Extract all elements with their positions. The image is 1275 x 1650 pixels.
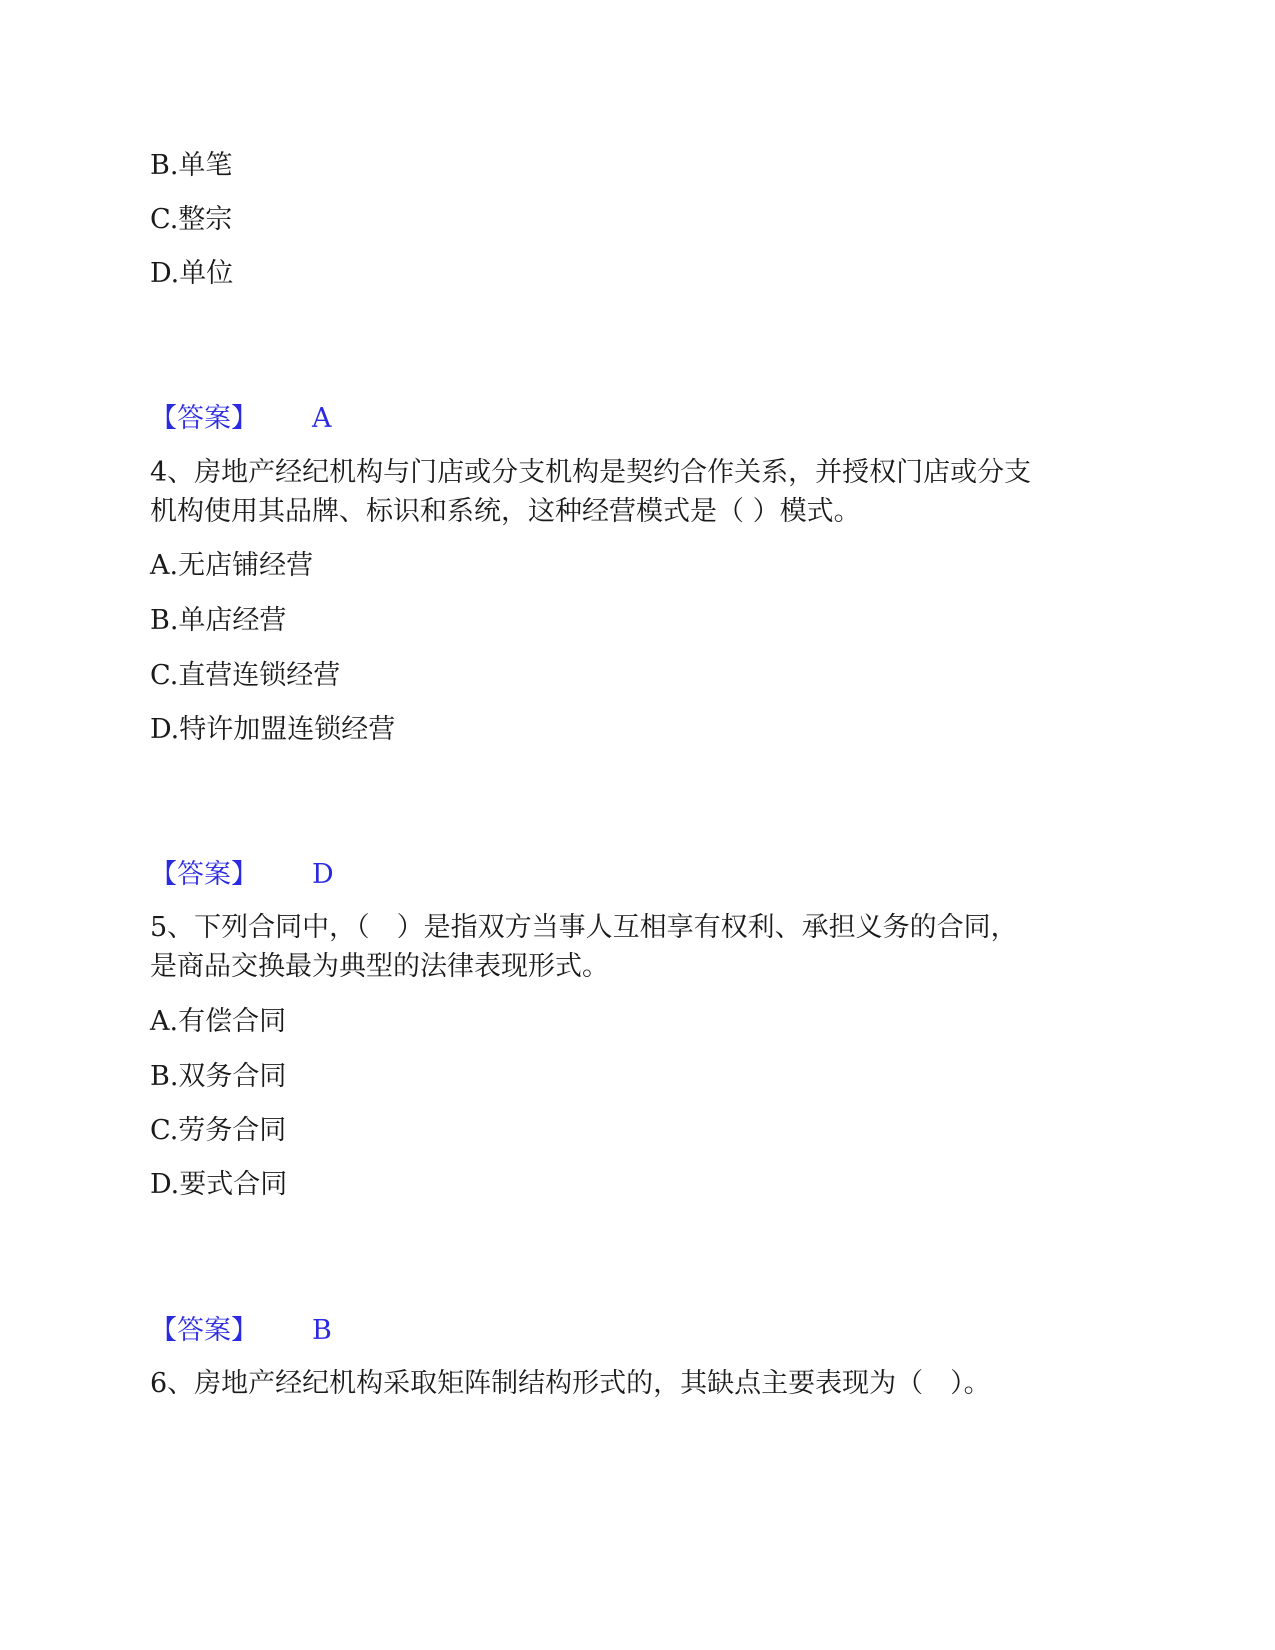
q4-stem-line2: 机构使用其品牌、标识和系统，这种经营模式是（ ）模式。 [150, 496, 861, 527]
answer-label: 【答案】 [150, 1315, 258, 1346]
answer-label: 【答案】 [150, 403, 258, 434]
q5-option-c: C.劳务合同 [150, 1115, 287, 1146]
q3-option-c: C.整宗 [150, 204, 233, 235]
answer-value: D [312, 859, 334, 890]
q4-option-b: B.单店经营 [150, 605, 287, 636]
answer-value: B [312, 1315, 332, 1346]
q3-answer [150, 401, 332, 437]
q5-option-a: A.有偿合同 [150, 1006, 287, 1037]
answer-value: A [312, 403, 332, 434]
q4-answer [150, 857, 334, 893]
q5-option-d: D.要式合同 [150, 1169, 288, 1200]
q3-option-b: B.单笔 [150, 150, 233, 181]
q5-stem-line1: 5、下列合同中，（ ）是指双方当事人互相享有权利、承担义务的合同， [150, 912, 1018, 943]
q5-answer [150, 1313, 332, 1349]
q4-option-d: D.特许加盟连锁经营 [150, 714, 396, 745]
q5-stem-line2: 是商品交换最为典型的法律表现形式。 [150, 951, 609, 982]
q4-option-c: C.直营连锁经营 [150, 660, 341, 691]
q4-option-a: A.无店铺经营 [150, 550, 314, 581]
q5-option-b: B.双务合同 [150, 1061, 287, 1092]
answer-label: 【答案】 [150, 859, 258, 890]
q4-stem-line1: 4、房地产经纪机构与门店或分支机构是契约合作关系，并授权门店或分支 [150, 457, 1032, 488]
q3-option-d: D.单位 [150, 258, 234, 289]
q6-stem-line1: 6、房地产经纪机构采取矩阵制结构形式的，其缺点主要表现为（ ）。 [150, 1368, 991, 1399]
